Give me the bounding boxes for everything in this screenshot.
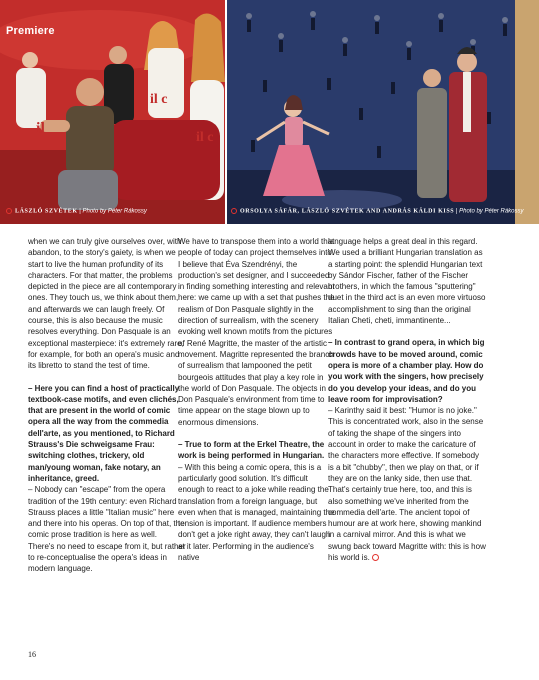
caption-names: ORSOLYA SÁFÁR, LÁSZLÓ SZVÉTEK AND ANDRÁS KÁLDI KISS — [240, 208, 455, 215]
caption-credit: Photo by Péter Rákossy — [82, 208, 147, 215]
text-column-1 — [28, 236, 186, 575]
body-paragraph: – With this being a comic opera, this is a particularly good solution. It's difficult enough to react to a joke while reading the translation from a foreign language, but even when that is managed, maintaining the tension is important. If audience members don't get a joke right away, they can't laugh at it later. Performing in the audience's native — [178, 462, 335, 563]
section-label: Premiere — [6, 25, 55, 37]
caption-names: LÁSZLÓ SZVÉTEK — [15, 208, 78, 215]
photo-strip — [0, 0, 539, 224]
circle-icon — [231, 208, 237, 214]
caption-right: ORSOLYA SÁFÁR, LÁSZLÓ SZVÉTEK AND ANDRÁS KÁLDI KISS | Photo by Péter Rákossy — [231, 208, 524, 215]
interviewer-question: – In contrast to grand opera, in which big crowds have to be moved around, comic opera is more of a chamber play. How do you work with the singers, how precisely do you develop your ideas, and do you leave room for improvisation? — [328, 338, 485, 404]
sign-text: il c — [150, 92, 168, 107]
sign-text: il — [36, 120, 45, 137]
circle-icon — [6, 208, 12, 214]
body-paragraph — [328, 405, 486, 563]
end-mark-icon — [372, 554, 379, 561]
body-paragraph: – Nobody can "escape" from the opera tradition of the 19th century: even Richard Strauss places a little "Italian music" here and there into his operas. On top of that, the comic prose tradition is here as well. — [28, 485, 185, 540]
text-column-2 — [178, 236, 336, 563]
sign-text: il c — [196, 130, 214, 145]
body-paragraph: when we can truly give ourselves over, with abandon, to the story's gaiety, is when we start to live the human profundity of its characters. For that matter, the problems depicted in the piece are all contemporary ones. They touch us, we think about them, and afterwards we can laugh freely. Of course, this is also because the music resolves everything. Don Pasquale is an exceptional masterpiece: it's extremely rare, for example, for both an opera's music and its libretto to stand the test of time. — [28, 237, 184, 371]
interviewer-question: – True to form at the Erkel Theatre, the work is being performed in Hungarian. — [178, 440, 325, 461]
caption-credit: Photo by Péter Rákossy — [459, 208, 524, 215]
interviewer-question: – Here you can find a host of practically textbook-case motifs, and even clichés, that are present in the world of comic opera all the way from the commedia dell'arte, as you mentioned, to Richard Strauss's Die schweigsame Frau: switching clothes, trickery, old man/young woman, fake notary, an inheritance, greed. — [28, 383, 180, 483]
page-number: 16 — [28, 650, 36, 659]
photo-ensemble — [227, 0, 539, 224]
body-paragraph: We have to transpose them into a world that people of today can project themselves into. I believe that Éva Szendrényi, the production's set designer, and I succeeded in finding something interesting and relevant here: we came up with a set that pushes the realism of Don Pasquale slightly in the direction of surrealism, with the scenery evoking well known motifs from the pictures of René Magritte, the master of the artistic movement. Magritte represented the branch of surrealism that lampooned the petit bourgeois attitudes that play a key role in the world of Don Pasquale. The objects in Don Pasquale's environment from time to time appear on the stage blown up to enormous dimensions. — [178, 237, 335, 427]
body-paragraph: language helps a great deal in this regard. We used a brilliant Hungarian translation as a starting point: the splendid Hungarian text by Sándor Fischer, father of the Fischer brothers, in which the famous "sputtering" duet in the third act is an even more virtuoso accomplishment to sing than the original Italian Cheti, cheti, immantinente... — [328, 237, 486, 326]
body-paragraph-text: – Karinthy said it best: "Humor is no joke." This is concentrated work, also in the sense of taking the shape of the singers into account in order to make the caricature of the characters more effective. If somebody is a bit "chubby", then we play on that, or if they are on the lanky side, then use that. That's certainly true here, too, and this is also something we've inherited from the commedia dell'arte. The ancient topoi of humour are at work here, showing mankind in a carnival mirror. And this is what we swung back toward Magritte with: this is how his world is. — [328, 406, 486, 563]
text-column-3 — [328, 236, 486, 563]
body-paragraph: There's no need to escape from it, but rather to re-conceptualise the opera's ideas in modern language. — [28, 541, 186, 574]
caption-left: LÁSZLÓ SZVÉTEK | Photo by Péter Rákossy — [6, 208, 147, 215]
stage-scene-blue — [227, 0, 539, 224]
